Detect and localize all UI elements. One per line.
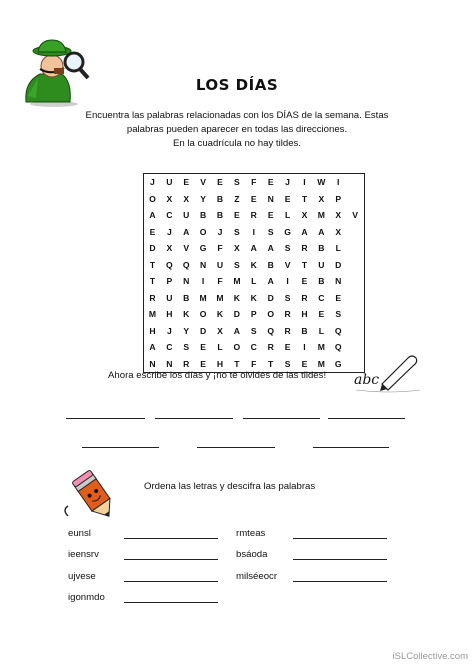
instruction-line: palabras pueden aparecer en todas las direcciones. <box>126 124 348 135</box>
grid-row <box>144 207 365 224</box>
instruction-line: Encuentra las palabras relacionadas con los DÍAS de la semana. Estas <box>85 110 389 121</box>
grid-letter[interactable]: X <box>301 210 308 221</box>
instructions <box>60 109 414 151</box>
grid-letter[interactable]: E <box>250 193 257 204</box>
grid-letter[interactable]: O <box>267 309 275 320</box>
grid-letter[interactable]: E <box>267 177 274 188</box>
grid-letter[interactable]: M <box>233 276 241 287</box>
pen-writing-icon <box>350 350 422 394</box>
grid-letter[interactable]: R <box>284 325 291 336</box>
grid-letter[interactable]: C <box>250 342 257 353</box>
grid-letter[interactable]: L <box>217 342 223 353</box>
grid-letter[interactable]: A <box>149 342 156 353</box>
grid-letter[interactable]: S <box>267 226 274 237</box>
scrambled-word: eunsl <box>68 528 91 539</box>
grid-letter[interactable]: G <box>334 358 342 369</box>
grid-letter[interactable]: H <box>149 325 156 336</box>
grid-row <box>144 191 365 208</box>
grid-letter[interactable]: A <box>267 243 274 254</box>
grid-letter[interactable]: B <box>216 193 224 204</box>
detective-icon <box>18 38 94 108</box>
grid-letter[interactable]: Y <box>200 193 206 204</box>
grid-letter[interactable]: C <box>318 292 325 303</box>
answer-line[interactable] <box>82 447 159 448</box>
grid-letter[interactable]: X <box>318 193 325 204</box>
pencil-mascot-icon <box>62 466 130 524</box>
grid-letter[interactable]: D <box>233 309 240 320</box>
grid-letter[interactable]: N <box>335 276 342 287</box>
answer-line[interactable] <box>293 559 387 560</box>
grid-letter[interactable]: S <box>284 358 291 369</box>
grid-letter[interactable]: A <box>183 226 190 237</box>
grid-letter[interactable]: F <box>251 177 257 188</box>
grid-letter[interactable]: C <box>166 342 173 353</box>
grid-letter[interactable]: O <box>149 193 156 204</box>
grid-letter[interactable]: S <box>234 226 240 237</box>
grid-letter[interactable]: N <box>267 193 274 204</box>
grid-letter[interactable]: F <box>217 276 223 287</box>
grid-letter[interactable]: V <box>183 243 190 254</box>
grid-letter[interactable]: A <box>318 226 325 237</box>
grid-letter[interactable]: M <box>317 210 325 221</box>
grid-row <box>144 323 365 340</box>
grid-letter[interactable]: E <box>284 342 291 353</box>
grid-letter[interactable]: N <box>200 259 207 270</box>
grid-letter[interactable]: B <box>183 292 190 303</box>
grid-letter[interactable]: J <box>166 325 172 336</box>
grid-letter[interactable]: H <box>166 309 173 320</box>
grid-letter[interactable]: K <box>250 292 257 303</box>
grid-letter[interactable]: R <box>183 358 190 369</box>
handwriting-sample: abc <box>354 372 380 388</box>
grid-letter[interactable]: X <box>166 193 173 204</box>
grid-letter[interactable]: W <box>317 177 326 188</box>
grid-letter[interactable]: M <box>148 309 157 320</box>
grid-letter[interactable]: X <box>234 243 240 254</box>
grid-letter[interactable]: D <box>200 325 207 336</box>
grid-letter[interactable]: I <box>303 177 306 188</box>
grid-letter[interactable]: P <box>166 276 173 287</box>
grid-letter[interactable]: K <box>233 292 240 303</box>
grid-letter[interactable]: N <box>183 276 190 287</box>
write-prompt: Ahora escribe los días y ¡no te olvides de las tildes! <box>108 370 327 381</box>
answer-line[interactable] <box>313 447 389 448</box>
grid-letter[interactable]: X <box>217 325 223 336</box>
grid-letter[interactable]: K <box>250 259 257 270</box>
grid-letter[interactable]: T <box>234 358 240 369</box>
grid-letter[interactable]: S <box>335 309 342 320</box>
scrambled-word: ieensrv <box>68 549 99 560</box>
grid-letter[interactable]: V <box>200 177 206 188</box>
grid-letter[interactable]: S <box>183 342 190 353</box>
scrambled-word: ujvese <box>68 571 96 582</box>
grid-letter[interactable]: B <box>267 259 274 270</box>
grid-letter[interactable]: X <box>183 193 190 204</box>
grid-letter[interactable]: E <box>234 210 240 221</box>
grid-letter[interactable]: H <box>301 309 308 320</box>
grid-letter[interactable]: U <box>166 177 173 188</box>
grid-letter[interactable]: X <box>335 210 342 221</box>
scrambled-word: bsáoda <box>236 549 268 560</box>
answer-line[interactable] <box>155 418 233 419</box>
grid-letter[interactable]: Y <box>183 325 190 336</box>
grid-row <box>144 306 365 323</box>
grid-letter[interactable]: T <box>301 259 308 270</box>
grid-letter[interactable]: L <box>251 276 257 287</box>
scrambled-word: milséeocr <box>236 571 278 582</box>
page-title: LOS DÍAS <box>195 76 279 94</box>
grid-letter[interactable]: K <box>183 309 190 320</box>
answer-line[interactable] <box>124 581 218 582</box>
grid-letter[interactable]: I <box>303 342 306 353</box>
grid-letter[interactable]: F <box>217 243 223 254</box>
grid-letter[interactable]: J <box>285 177 290 188</box>
grid-letter[interactable]: J <box>150 177 155 188</box>
grid-letter[interactable]: L <box>284 210 291 221</box>
grid-letter[interactable]: A <box>301 226 308 237</box>
answer-line[interactable] <box>243 418 320 419</box>
grid-letter[interactable]: V <box>284 259 291 270</box>
scrambled-word: igonmdo <box>68 592 105 603</box>
grid-letter[interactable]: E <box>149 226 156 237</box>
grid-letter[interactable]: Q <box>182 259 190 270</box>
grid-letter[interactable]: G <box>284 226 291 237</box>
answer-line[interactable] <box>66 418 145 419</box>
grid-letter[interactable]: E <box>284 193 291 204</box>
grid-letter[interactable]: E <box>301 276 308 287</box>
grid-letter[interactable]: E <box>183 177 190 188</box>
grid-letter[interactable]: E <box>301 358 308 369</box>
grid-row <box>144 257 365 274</box>
grid-letter[interactable]: R <box>267 342 274 353</box>
grid-letter[interactable]: R <box>301 243 308 254</box>
grid-letter[interactable]: D <box>335 259 342 270</box>
grid-letter[interactable]: X <box>166 243 173 254</box>
grid-letter[interactable]: J <box>217 226 223 237</box>
grid-letter[interactable]: K <box>216 309 224 320</box>
grid-letter[interactable]: Q <box>334 342 342 353</box>
grid-letter[interactable]: J <box>166 226 172 237</box>
grid-letter[interactable]: A <box>267 276 274 287</box>
grid-letter[interactable]: E <box>335 292 342 303</box>
grid-letter[interactable]: R <box>149 292 156 303</box>
grid-letter[interactable]: S <box>234 259 240 270</box>
grid-letter[interactable]: O <box>199 309 207 320</box>
grid-letter[interactable]: Q <box>267 325 275 336</box>
grid-letter[interactable]: I <box>286 276 289 287</box>
grid-letter[interactable]: T <box>149 259 156 270</box>
grid-letter[interactable]: B <box>318 243 325 254</box>
grid-letter[interactable]: O <box>199 226 207 237</box>
grid-letter[interactable]: T <box>149 276 156 287</box>
grid-letter[interactable]: A <box>233 325 240 336</box>
grid-letter[interactable]: S <box>284 292 291 303</box>
grid-letter[interactable]: G <box>199 243 207 254</box>
footer-credit: iSLCollective.com <box>392 651 468 662</box>
grid-letter[interactable]: S <box>284 243 291 254</box>
grid-row <box>144 224 365 241</box>
answer-line[interactable] <box>124 602 218 603</box>
answer-line[interactable] <box>197 447 275 448</box>
grid-letter[interactable]: A <box>250 243 257 254</box>
grid-row <box>144 174 365 191</box>
grid-row <box>144 339 365 356</box>
instruction-line: En la cuadrícula no hay tildes. <box>173 138 301 149</box>
answer-line[interactable] <box>293 581 387 582</box>
answer-line[interactable] <box>328 418 405 419</box>
answer-line[interactable] <box>124 559 218 560</box>
grid-letter[interactable]: C <box>166 210 173 221</box>
grid-letter[interactable]: B <box>200 210 207 221</box>
grid-letter[interactable]: M <box>317 342 325 353</box>
grid-letter[interactable]: S <box>234 177 240 188</box>
grid-letter[interactable]: D <box>267 292 274 303</box>
grid-letter[interactable]: Z <box>234 193 240 204</box>
grid-letter[interactable]: E <box>200 342 206 353</box>
grid-letter[interactable]: N <box>166 358 173 369</box>
grid-letter[interactable]: U <box>166 292 173 303</box>
grid-letter[interactable]: B <box>301 325 308 336</box>
grid-letter[interactable]: U <box>318 259 325 270</box>
grid-letter[interactable]: V <box>352 210 358 221</box>
grid-letter[interactable]: B <box>216 210 224 221</box>
grid-letter[interactable]: Q <box>165 259 173 270</box>
grid-letter[interactable]: I <box>337 177 340 188</box>
grid-letter[interactable]: E <box>267 210 274 221</box>
grid-letter[interactable]: R <box>284 309 291 320</box>
grid-letter[interactable]: I <box>201 276 205 287</box>
grid-letter[interactable]: Q <box>334 325 342 336</box>
grid-letter[interactable]: F <box>251 358 257 369</box>
grid-letter[interactable]: P <box>335 193 342 204</box>
grid-row <box>144 290 365 307</box>
scrambled-word: rmteas <box>236 528 266 539</box>
grid-letter[interactable]: X <box>335 226 342 237</box>
grid-letter[interactable]: O <box>233 342 241 353</box>
grid-letter[interactable]: B <box>318 276 325 287</box>
grid-letter[interactable]: R <box>301 292 308 303</box>
grid-letter[interactable]: P <box>250 309 257 320</box>
answer-line[interactable] <box>293 538 387 539</box>
grid-letter[interactable]: A <box>149 210 156 221</box>
grid-letter[interactable]: M <box>216 292 224 303</box>
grid-letter[interactable]: L <box>335 243 341 254</box>
answer-line[interactable] <box>124 538 218 539</box>
grid-letter[interactable]: T <box>301 193 308 204</box>
grid-letter[interactable]: U <box>183 210 190 221</box>
grid-letter[interactable]: I <box>252 226 255 237</box>
grid-letter[interactable]: L <box>318 325 324 336</box>
grid-letter[interactable]: E <box>318 309 325 320</box>
grid-row <box>144 240 365 257</box>
grid-letter[interactable]: D <box>149 243 156 254</box>
grid-letter[interactable]: S <box>250 325 257 336</box>
order-prompt: Ordena las letras y descifra las palabras <box>144 481 316 492</box>
grid-letter[interactable]: E <box>217 177 223 188</box>
grid-letter[interactable]: H <box>216 358 224 369</box>
grid-letter[interactable]: M <box>317 358 325 369</box>
grid-letter[interactable]: U <box>216 259 224 270</box>
grid-letter[interactable]: N <box>149 358 156 369</box>
grid-letter[interactable]: E <box>200 358 206 369</box>
grid-letter[interactable]: M <box>199 292 207 303</box>
word-search-grid <box>143 173 365 373</box>
grid-row <box>144 273 365 290</box>
grid-letter[interactable]: T <box>268 358 274 369</box>
grid-letter[interactable]: R <box>250 210 257 221</box>
